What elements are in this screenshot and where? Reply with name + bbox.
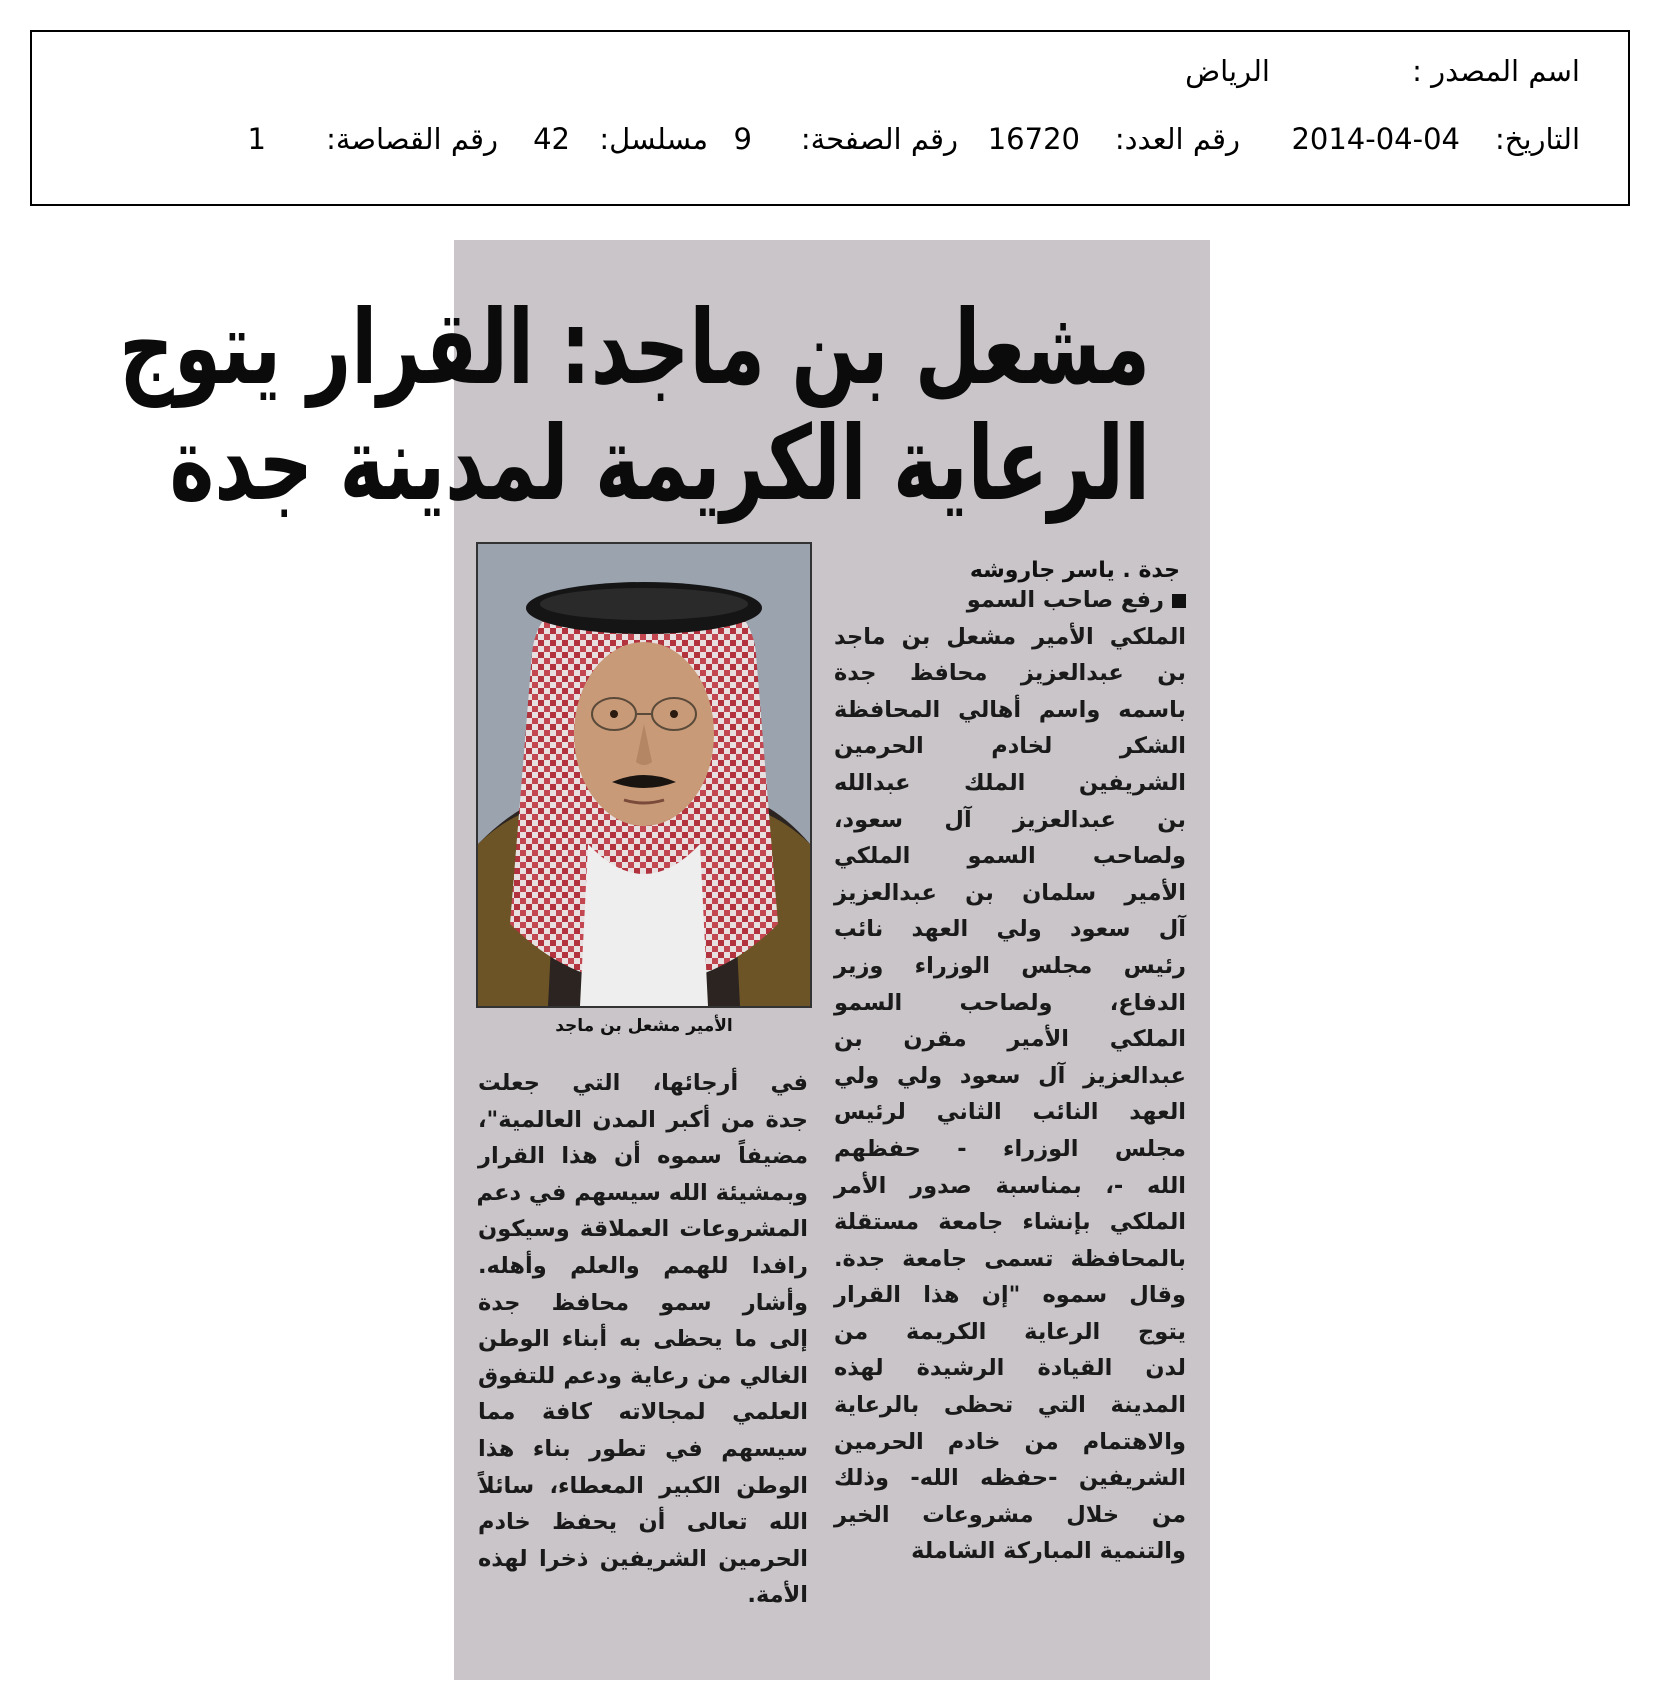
- page-number-value: 9: [733, 122, 752, 156]
- article-line: بن عبدالعزيز محافظ جدة: [834, 660, 1186, 687]
- article-line: الملكي الأمير مشعل بن ماجد: [834, 623, 1186, 650]
- article-line: يتوج الرعاية الكريمة من: [834, 1318, 1186, 1345]
- article-line: رافدا للهمم والعلم وأهله.: [478, 1252, 808, 1279]
- source-value: الرياض: [1185, 54, 1270, 88]
- article-line: مجلس الوزراء - حفظهم: [834, 1135, 1186, 1162]
- source-label: اسم المصدر :: [1412, 54, 1580, 88]
- article-line: إلى ما يحظى به أبناء الوطن: [478, 1326, 808, 1353]
- article-line: بالمحافظة تسمى جامعة جدة.: [834, 1245, 1186, 1272]
- article-line: المشروعات العملاقة وسيكون: [478, 1216, 808, 1243]
- article-line: الله تعالى أن يحفظ خادم: [478, 1509, 808, 1536]
- page-number-label: رقم الصفحة:: [800, 122, 958, 156]
- article-line: الشريفين -حفظه الله- وذلك: [834, 1465, 1186, 1492]
- article-line: بن عبدالعزيز آل سعود،: [834, 806, 1186, 833]
- clipping-metadata-box: [30, 30, 1630, 206]
- article-line: الحرمين الشريفين ذخرا لهذه: [478, 1545, 808, 1572]
- issue-value: 16720: [987, 122, 1080, 156]
- article-line: عبدالعزيز آل سعود ولي ولي: [834, 1062, 1186, 1089]
- article-line: الأمة.: [747, 1582, 808, 1609]
- clip-number-value: 1: [247, 122, 266, 156]
- date-value: 2014-04-04: [1291, 122, 1460, 156]
- article-line: وأشار سمو محافظ جدة: [478, 1289, 808, 1316]
- article-line: رئيس مجلس الوزراء وزير: [834, 952, 1186, 979]
- date-label: التاريخ:: [1494, 122, 1580, 156]
- article-line: رفع صاحب السمو: [834, 582, 1186, 619]
- byline: جدة . ياسر جاروشه: [969, 558, 1180, 583]
- article-line: العلمي لمجالاته كافة مما: [478, 1399, 808, 1426]
- newspaper-clipping: [119, 240, 1210, 1680]
- photo-caption: الأمير مشعل بن ماجد: [555, 1016, 733, 1036]
- issue-label: رقم العدد:: [1114, 122, 1240, 156]
- article-line: آل سعود ولي العهد نائب: [834, 916, 1186, 943]
- article-line: المدينة التي تحظى بالرعاية: [834, 1392, 1186, 1419]
- article-line: من خلال مشروعات الخير: [834, 1501, 1186, 1528]
- clip-number-label: رقم القصاصة:: [326, 122, 498, 156]
- article-line: جدة من أكبر المدن العالمية"،: [478, 1106, 808, 1133]
- article-line: باسمه واسم أهالي المحافظة: [834, 696, 1186, 723]
- portrait-photo: [476, 542, 812, 1008]
- article-line: والتنمية المباركة الشاملة: [911, 1538, 1186, 1565]
- article-line: الله -، بمناسبة صدور الأمر: [834, 1172, 1186, 1199]
- article-line: الشكر لخادم الحرمين: [834, 733, 1186, 760]
- paragraph-bullet-icon: [1172, 594, 1186, 608]
- portrait-illustration: [478, 544, 810, 1006]
- article-line: والاهتمام من خادم الحرمين: [834, 1428, 1186, 1455]
- article-line: الشريفين الملك عبدالله: [834, 769, 1186, 796]
- article-line: العهد النائب الثاني لرئيس: [834, 1099, 1186, 1126]
- article-line: الوطن الكبير المعطاء، سائلاً: [478, 1472, 808, 1499]
- article-line: الغالي من رعاية ودعم للتفوق: [478, 1362, 808, 1389]
- headline-line-1: مشعل بن ماجد: القرار يتوج: [119, 287, 1150, 408]
- serial-label: مسلسل:: [599, 122, 708, 156]
- article-line: وقال سموه "إن هذا القرار: [834, 1282, 1186, 1309]
- article-line: الملكي بإنشاء جامعة مستقلة: [834, 1209, 1186, 1236]
- article-column-right: [834, 582, 1186, 1570]
- article-column-left: [478, 1065, 808, 1614]
- article-line: لدن القيادة الرشيدة لهذه: [834, 1355, 1186, 1382]
- article-line: وبمشيئة الله سيسهم في دعم: [476, 1179, 808, 1206]
- article-line: مضيفاً سموه أن هذا القرار: [478, 1143, 808, 1170]
- article-line: الأمير سلمان بن عبدالعزيز: [834, 879, 1186, 906]
- article-line: الدفاع، ولصاحب السمو: [834, 989, 1186, 1016]
- article-line: في أرجائها، التي جعلت: [478, 1070, 808, 1096]
- article-line: سيسهم في تطور بناء هذا: [478, 1435, 808, 1462]
- headline-line-2: الرعاية الكريمة لمدينة جدة: [169, 403, 1150, 524]
- article-line: ولصاحب السمو الملكي: [834, 843, 1186, 870]
- serial-value: 42: [533, 122, 570, 156]
- article-line: الملكي الأمير مقرن بن: [834, 1026, 1186, 1053]
